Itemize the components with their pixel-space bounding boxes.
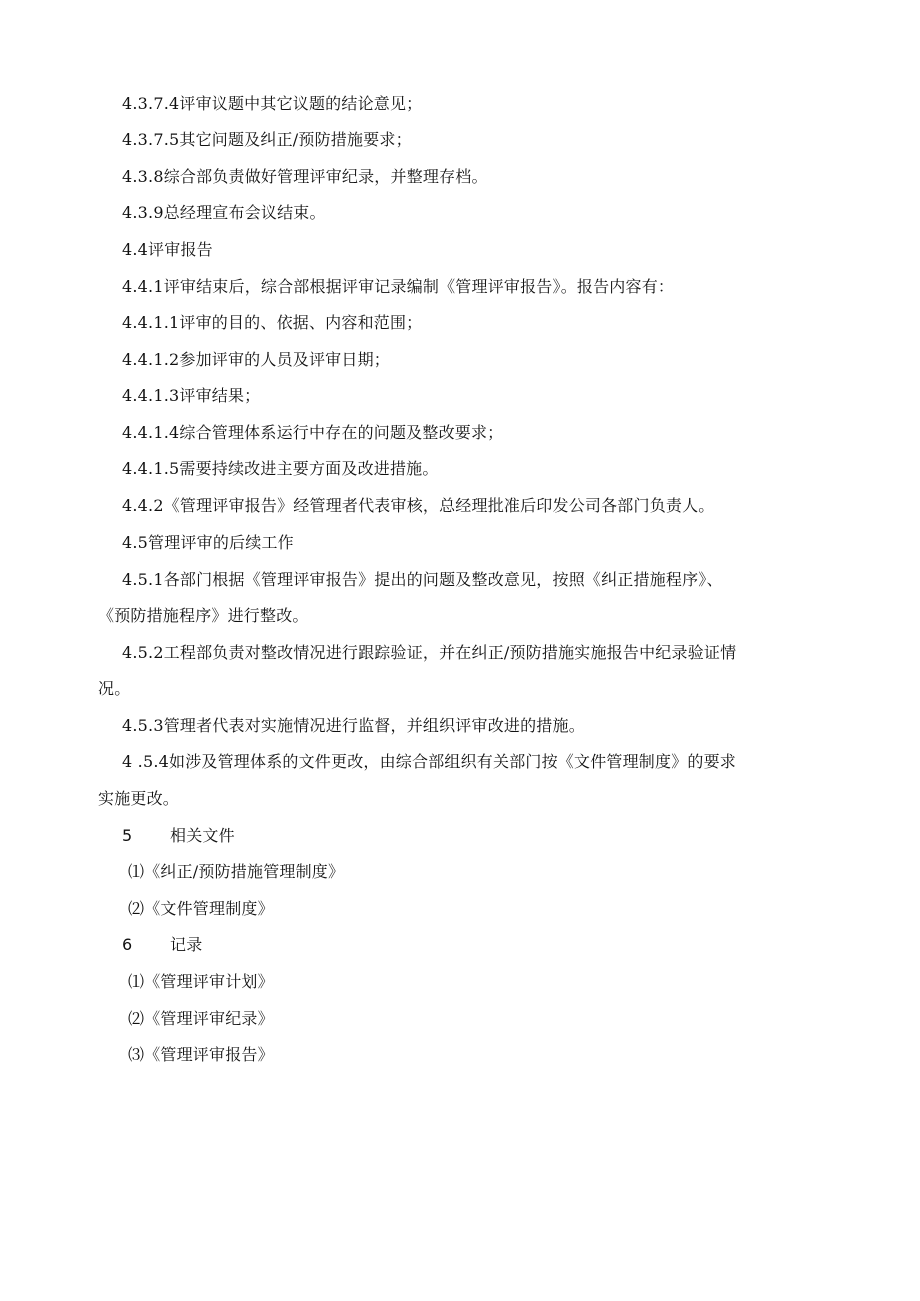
section-5-title: 相关文件 <box>170 826 235 845</box>
clause-4-5-1-continued: 《预防措施程序》进行整改。 <box>98 606 309 625</box>
clause-4-4-1-2: 4.4.1.2参加评审的人员及评审日期； <box>122 350 390 369</box>
clause-4-5-1: 4.5.1各部门根据《管理评审报告》提出的问题及整改意见，按照《纠正措施程序》、 <box>122 570 723 589</box>
clause-4-4-2: 4.4.2《管理评审报告》经管理者代表审核，总经理批准后印发公司各部门负责人。 <box>122 496 715 515</box>
clause-4-5-3: 4.5.3管理者代表对实施情况进行监督，并组织评审改进的措施。 <box>122 716 585 735</box>
clause-4-3-7-5: 4.3.7.5其它问题及纠正/预防措施要求； <box>122 130 412 149</box>
clause-4-3-9: 4.3.9总经理宣布会议结束。 <box>122 203 326 222</box>
clause-4-4-1: 4.4.1评审结束后，综合部根据评审记录编制《管理评审报告》。报告内容有： <box>122 277 675 296</box>
clause-4-3-8: 4.3.8综合部负责做好管理评审纪录，并整理存档。 <box>122 167 488 186</box>
clause-4-4-1-5: 4.4.1.5需要持续改进主要方面及改进措施。 <box>122 459 439 478</box>
section-5-item-1: ⑴《纠正/预防措施管理制度》 <box>128 862 345 881</box>
clause-4-5-4-continued: 实施更改。 <box>98 789 180 808</box>
clause-4-4-1-1: 4.4.1.1评审的目的、依据、内容和范围； <box>122 313 423 332</box>
section-5-heading <box>122 826 235 846</box>
section-6-title: 记录 <box>170 935 203 954</box>
section-5-number: 5 <box>122 826 133 845</box>
section-6-number: 6 <box>122 935 133 954</box>
section-6-heading <box>122 935 202 955</box>
clause-4-4-1-4: 4.4.1.4综合管理体系运行中存在的问题及整改要求； <box>122 423 504 442</box>
clause-4-5-2-continued: 况。 <box>98 679 131 698</box>
clause-4-4-1-3: 4.4.1.3评审结果； <box>122 386 261 405</box>
clause-4-4: 4.4评审报告 <box>122 240 213 259</box>
section-6-item-2: ⑵《管理评审纪录》 <box>128 1009 274 1028</box>
clause-4-5-4: 4 .5.4如涉及管理体系的文件更改，由综合部组织有关部门按《文件管理制度》的要求 <box>122 752 736 771</box>
clause-4-5: 4.5管理评审的后续工作 <box>122 533 294 552</box>
clause-4-5-2: 4.5.2工程部负责对整改情况进行跟踪验证，并在纠正/预防措施实施报告中纪录验证情 <box>122 643 737 662</box>
section-6-item-1: ⑴《管理评审计划》 <box>128 972 274 991</box>
section-6-item-3: ⑶《管理评审报告》 <box>128 1045 274 1064</box>
clause-4-3-7-4: 4.3.7.4评审议题中其它议题的结论意见； <box>122 94 423 113</box>
section-5-item-2: ⑵《文件管理制度》 <box>128 899 274 918</box>
